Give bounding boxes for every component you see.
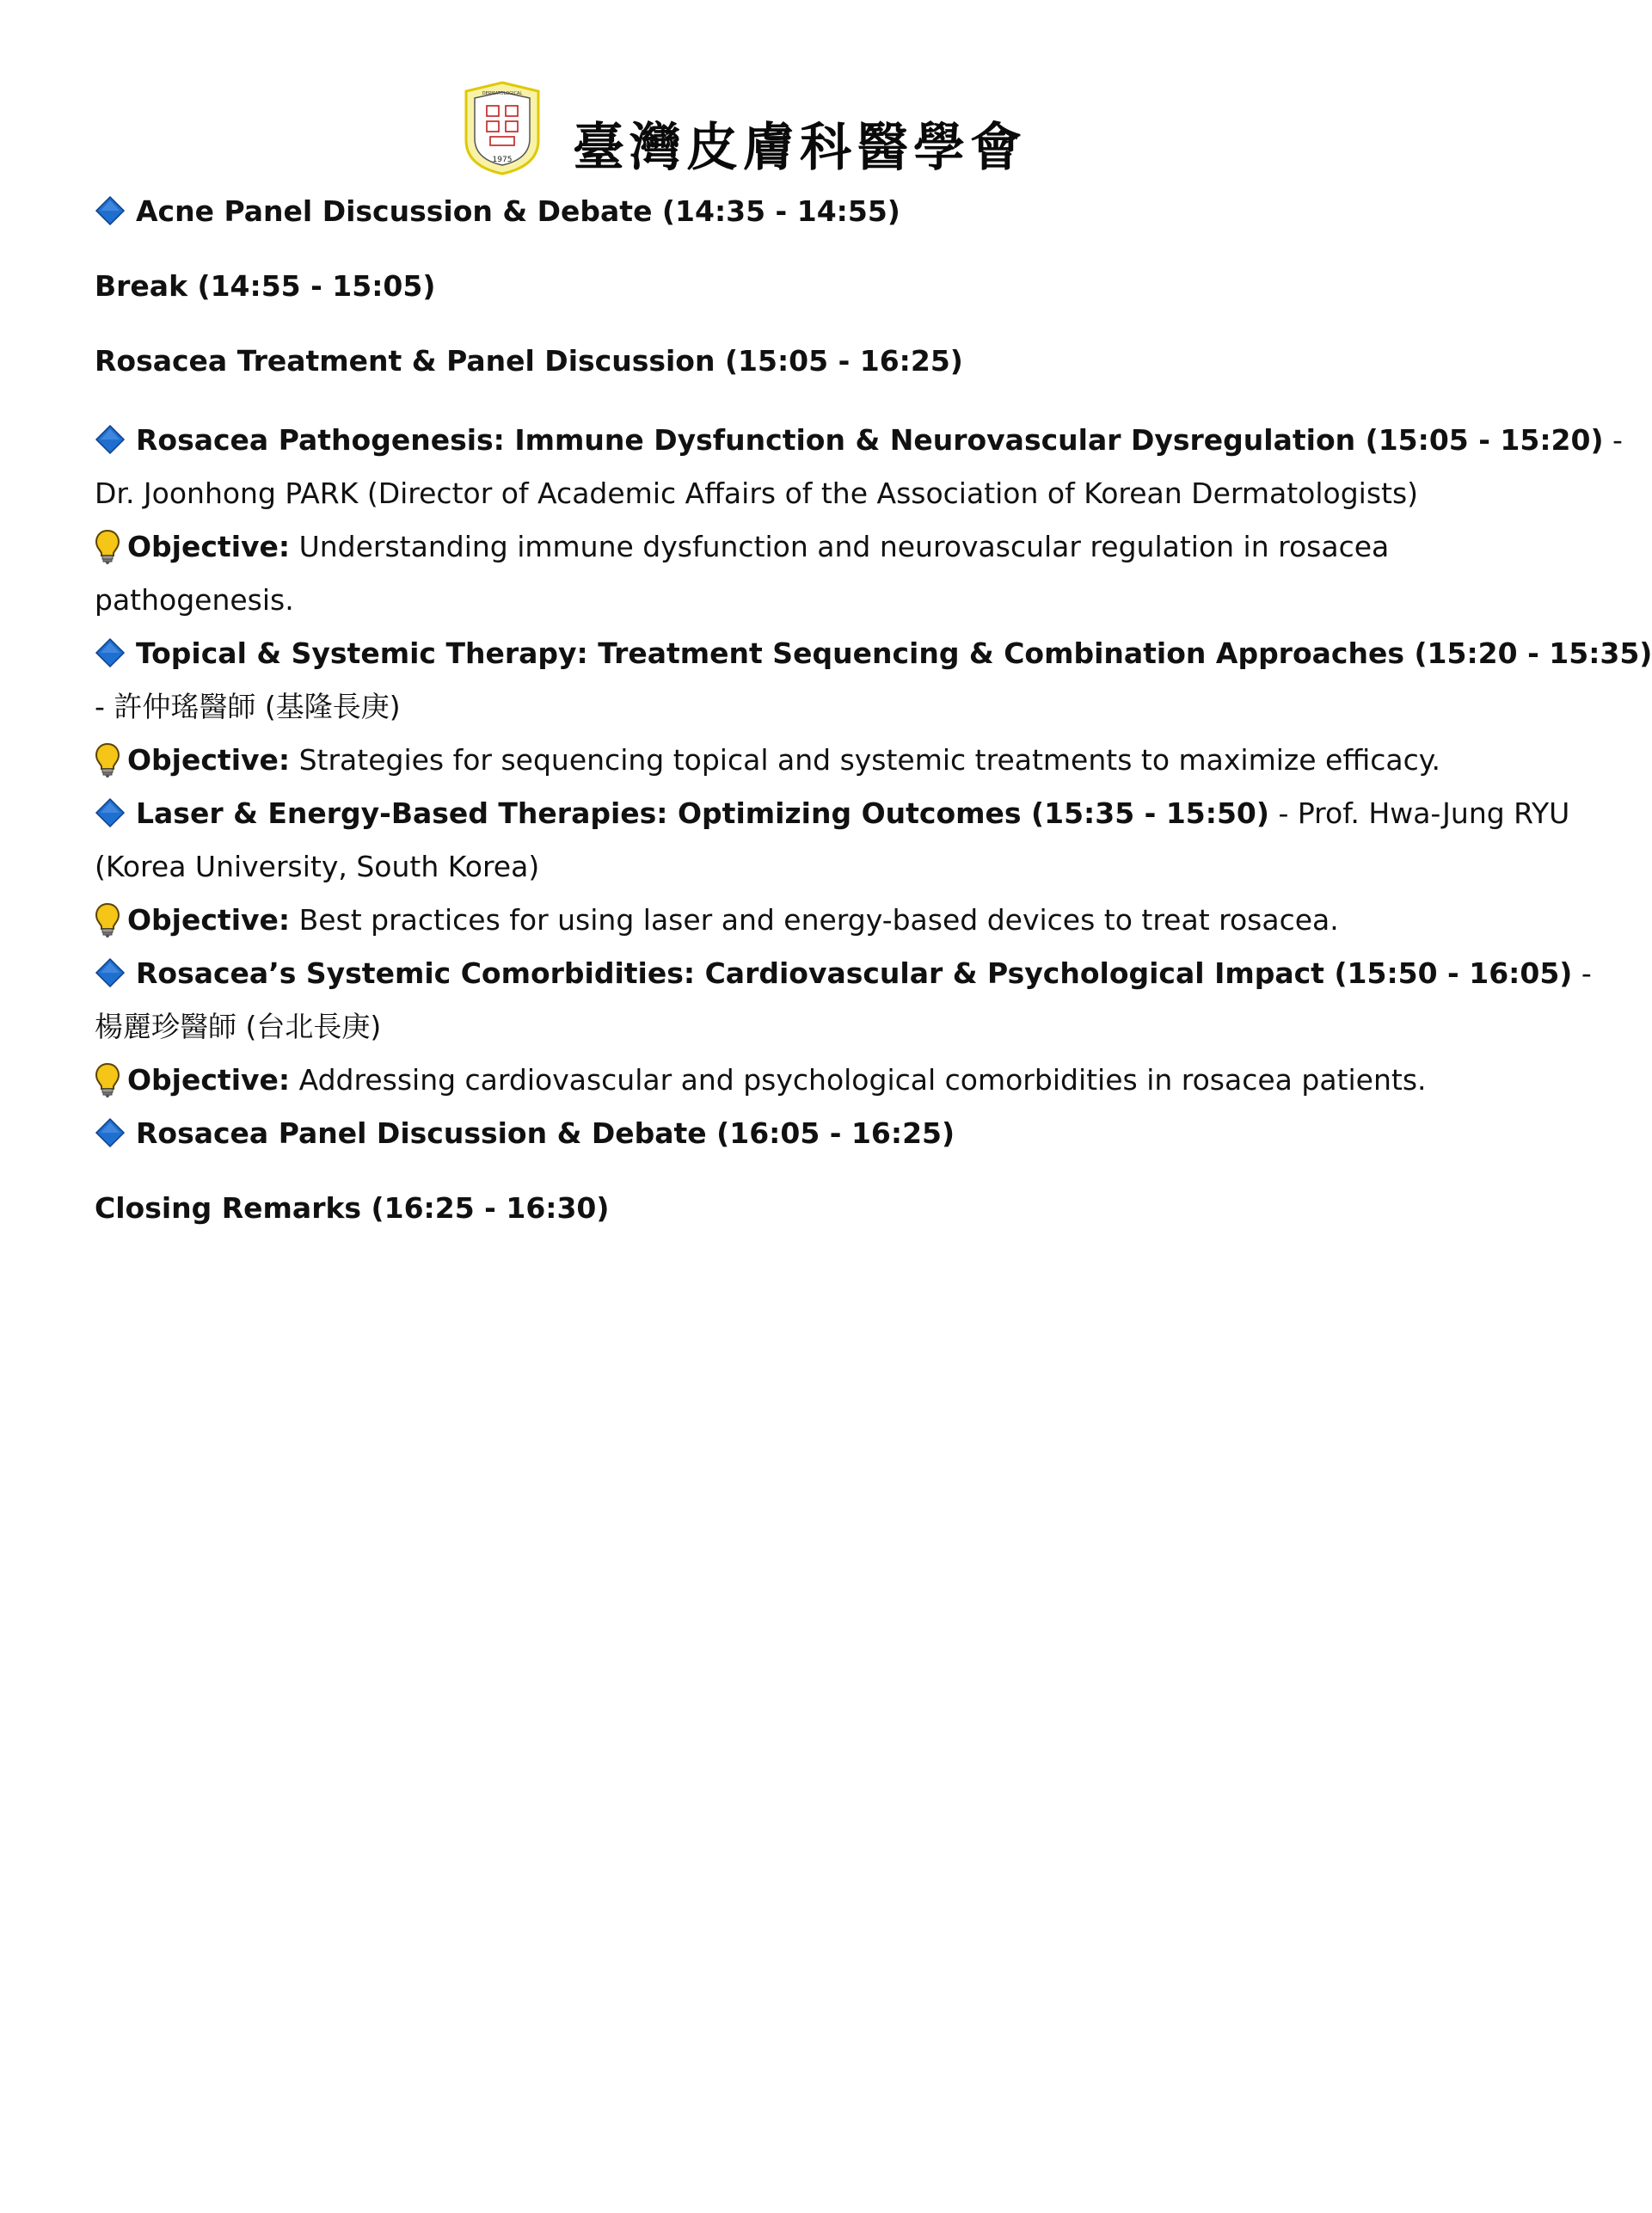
agenda-item-therapy	[95, 627, 1652, 680]
lightbulb-icon	[95, 1062, 120, 1098]
lightbulb-icon	[95, 742, 120, 778]
objective-label: Objective:	[127, 743, 291, 777]
agenda-item-closing: Closing Remarks (16:25 - 16:30)	[95, 1191, 610, 1225]
session-speaker: - Prof. Hwa-Jung RYU	[1268, 796, 1570, 830]
session-objective	[95, 894, 1488, 947]
agenda-item-label: Rosacea Panel Discussion & Debate (16:05 - 16:25)	[136, 1116, 955, 1150]
agenda-item-acne-panel	[95, 185, 1488, 238]
blue-diamond-icon	[95, 424, 126, 455]
objective-label: Objective:	[127, 530, 291, 563]
lightbulb-icon	[95, 529, 120, 565]
agenda-item-break: Break (14:55 - 15:05)	[95, 269, 436, 303]
session-speaker: Dr. Joonhong PARK (Director of Academic Affairs of the Association of Korean Dermatologists)	[95, 476, 1419, 510]
session-speaker: - 許仲瑤醫師 (基隆長庚)	[95, 690, 401, 723]
objective-label: Objective:	[127, 1063, 291, 1097]
session-title: Rosacea’s Systemic Comorbidities: Cardiovascular & Psychological Impact (15:50 - 16:05)	[136, 956, 1573, 990]
session-dash: -	[1603, 423, 1623, 457]
blue-diamond-icon	[95, 637, 126, 668]
session-objective	[95, 1054, 1488, 1107]
svg-text:DERMATOLOGICAL: DERMATOLOGICAL	[482, 91, 523, 96]
agenda-item-pathogenesis	[95, 414, 1623, 467]
objective-text: Strategies for sequencing topical and systemic treatments to maximize efficacy.	[290, 743, 1441, 777]
blue-diamond-icon	[95, 797, 126, 828]
objective-text: Addressing cardiovascular and psychological comorbidities in rosacea patients.	[290, 1063, 1427, 1097]
objective-text: Understanding immune dysfunction and neurovascular regulation in rosacea	[290, 530, 1390, 563]
agenda-item-label: Acne Panel Discussion & Debate (14:35 - 14:55)	[136, 194, 900, 228]
blue-diamond-icon	[95, 1117, 126, 1148]
blue-diamond-icon	[95, 957, 126, 988]
session-speaker: 楊麗珍醫師 (台北長庚)	[95, 1010, 382, 1043]
blue-diamond-icon	[95, 195, 126, 226]
objective-text-continued: pathogenesis.	[95, 583, 294, 617]
association-logo	[461, 80, 544, 176]
session-title: Topical & Systemic Therapy: Treatment Sequencing & Combination Approaches (15:20 - 15:35)	[136, 636, 1652, 670]
session-title: Laser & Energy-Based Therapies: Optimizing Outcomes (15:35 - 15:50)	[136, 796, 1269, 830]
session-objective	[95, 520, 1488, 574]
page-header	[461, 72, 1027, 184]
objective-text: Best practices for using laser and energy-based devices to treat rosacea.	[290, 903, 1339, 937]
agenda-item-comorbidities	[95, 947, 1592, 1000]
agenda-item-laser	[95, 787, 1570, 840]
session-title: Rosacea Pathogenesis: Immune Dysfunction & Neurovascular Dysregulation (15:05 - 15:20)	[136, 423, 1604, 457]
session-objective	[95, 734, 1488, 787]
lightbulb-icon	[95, 902, 120, 938]
session-speaker-affiliation: (Korea University, South Korea)	[95, 850, 540, 883]
objective-label: Objective:	[127, 903, 291, 937]
session-dash: -	[1572, 956, 1592, 990]
logo-year: 1975	[492, 156, 513, 164]
agenda-item-rosacea-panel	[95, 1107, 1488, 1160]
section-heading-rosacea: Rosacea Treatment & Panel Discussion (15:05 - 16:25)	[95, 344, 963, 378]
agenda-content	[95, 185, 1652, 1235]
organization-name: 臺灣皮膚科醫學會	[573, 118, 1027, 178]
